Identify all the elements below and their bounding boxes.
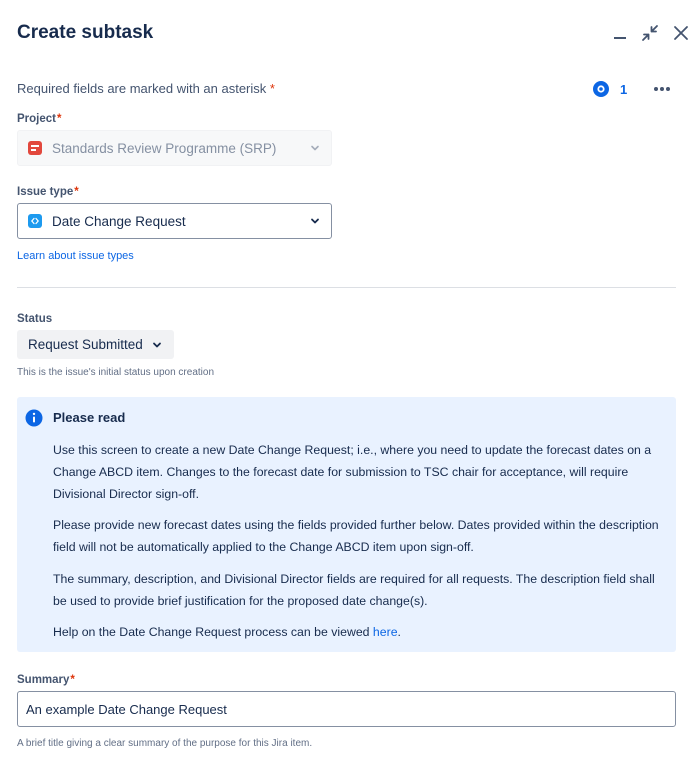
issue-type-label bbox=[17, 186, 79, 198]
summary-help: A brief title giving a clear summary of the purpose for this Jira item. bbox=[17, 738, 313, 749]
watch-button[interactable] bbox=[592, 80, 627, 98]
info-paragraph-1: Use this screen to create a new Date Change Request; i.e., where you need to update the forecast dates on a Change ABCD item. Changes to the forecast date for submission to TSC chair for acceptance, will require Divisional Director sign-off. bbox=[53, 443, 652, 501]
minimize-button[interactable] bbox=[609, 22, 631, 44]
chevron-down-icon bbox=[309, 142, 321, 154]
required-asterisk: * bbox=[57, 113, 62, 125]
issue-type-select[interactable] bbox=[17, 203, 332, 239]
required-asterisk: * bbox=[74, 186, 79, 198]
project-label-text: Project bbox=[17, 113, 56, 125]
collapse-icon bbox=[641, 24, 659, 42]
required-asterisk: * bbox=[269, 81, 275, 96]
project-value: Standards Review Programme (SRP) bbox=[52, 140, 277, 156]
issue-type-label-text: Issue type bbox=[17, 186, 74, 198]
project-label bbox=[17, 113, 61, 125]
required-asterisk: * bbox=[70, 674, 75, 686]
issue-type-icon bbox=[28, 214, 42, 228]
collapse-button[interactable] bbox=[639, 22, 661, 44]
info-paragraph-2: Please provide new forecast dates using the fields provided further below. Dates provided within the description field will not be automatically applied to the Change ABCD item upon sign-off. bbox=[53, 518, 659, 554]
help-here-link[interactable]: here bbox=[372, 625, 398, 639]
more-actions-button[interactable] bbox=[652, 80, 672, 98]
issue-type-value: Date Change Request bbox=[52, 213, 186, 229]
more-icon bbox=[653, 86, 671, 92]
project-icon bbox=[28, 141, 42, 155]
info-paragraph-4-text: Help on the Date Change Request process can be viewed bbox=[53, 625, 373, 639]
status-dropdown[interactable] bbox=[17, 330, 174, 359]
status-help: This is the issue's initial status upon creation bbox=[17, 367, 215, 378]
required-note-text: Required fields are marked with an asterisk bbox=[17, 81, 267, 96]
dialog-title: Create subtask bbox=[17, 22, 154, 43]
divider bbox=[17, 287, 676, 288]
close-button[interactable] bbox=[670, 22, 692, 44]
summary-input[interactable] bbox=[17, 691, 676, 727]
info-paragraph-4-end: . bbox=[397, 625, 401, 639]
minimize-icon bbox=[612, 25, 628, 41]
required-fields-note bbox=[17, 81, 275, 96]
learn-issue-types-link[interactable]: Learn about issue types bbox=[17, 250, 134, 262]
summary-label bbox=[17, 674, 75, 686]
chevron-down-icon bbox=[151, 339, 163, 351]
chevron-down-icon bbox=[309, 215, 321, 227]
info-panel bbox=[17, 397, 676, 652]
info-paragraph-3: The summary, description, and Divisional Director fields are required for all requests. The description field shall be used to provide brief justification for the proposed date change(s). bbox=[53, 572, 655, 608]
close-icon bbox=[673, 25, 689, 41]
status-label: Status bbox=[17, 313, 53, 325]
project-select bbox=[17, 130, 332, 166]
info-panel-title: Please read bbox=[53, 410, 126, 425]
info-paragraph-4 bbox=[53, 621, 665, 643]
status-value: Request Submitted bbox=[28, 337, 143, 352]
eye-icon bbox=[592, 80, 610, 98]
info-icon bbox=[25, 409, 43, 427]
summary-label-text: Summary bbox=[17, 674, 70, 686]
watch-count: 1 bbox=[620, 81, 628, 97]
